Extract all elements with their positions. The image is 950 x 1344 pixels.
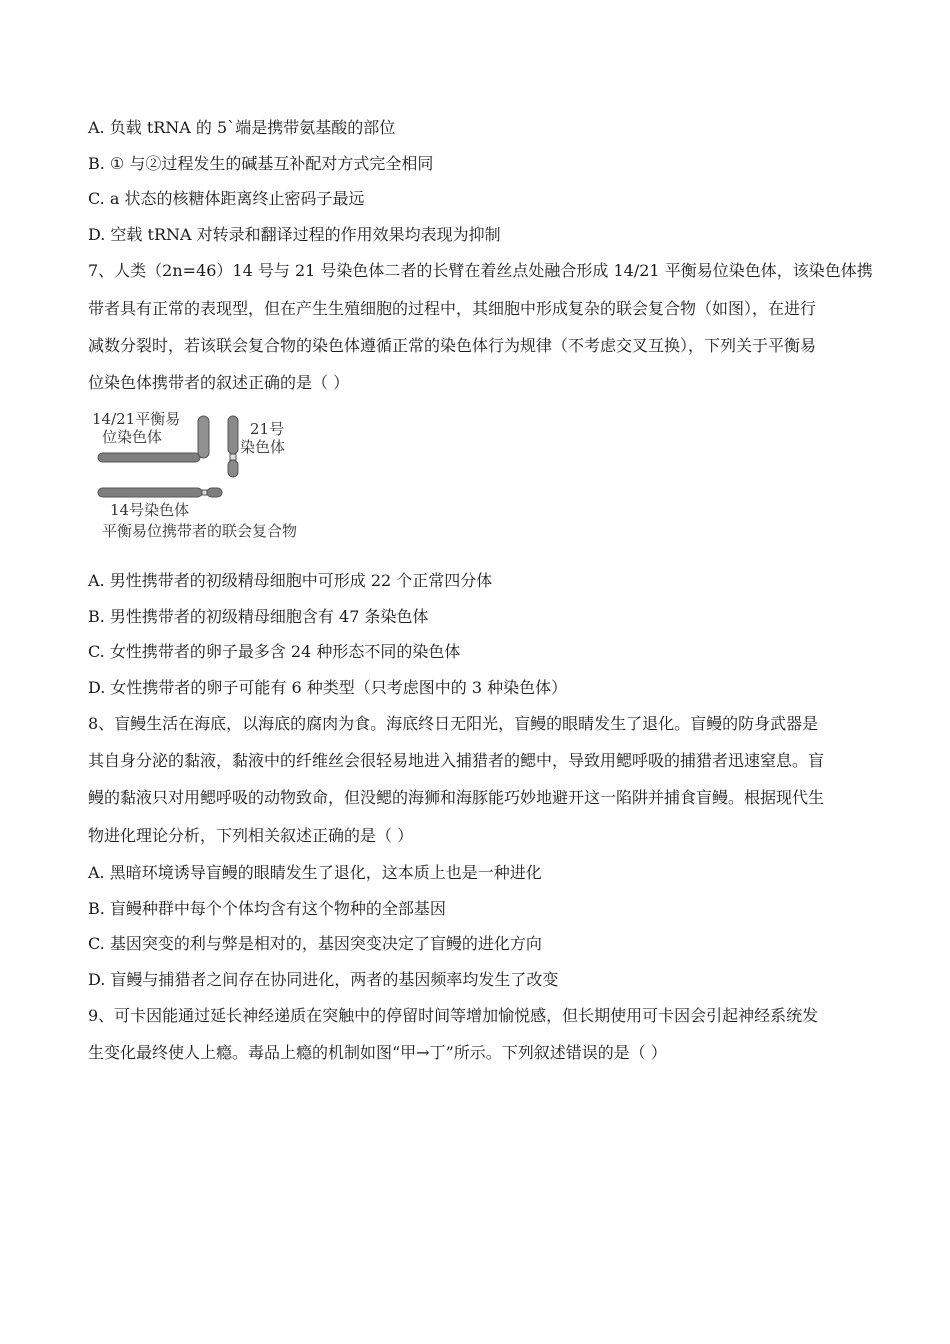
q7-stem-line-3: 减数分裂时，若该联会复合物的染色体遵循正常的染色体行为规律（不考虑交叉互换），下列关于平衡易 — [88, 336, 817, 355]
q8-stem-line-2: 其自身分泌的黏液，黏液中的纤维丝会很轻易地进入捕猎者的鳃中，导致用鳃呼吸的捕猎者迅速窒息。盲 — [88, 751, 825, 770]
label-chromosome-21-line-2: 染色体 — [240, 438, 286, 456]
translocation-chromosome-vertical-arm — [198, 416, 209, 458]
q8-option-c: C. 基因突变的利与弊是相对的，基因突变决定了盲鳗的进化方向 — [88, 934, 542, 953]
q7-stem-line-4: 位染色体携带者的叙述正确的是（ ） — [88, 373, 350, 392]
label-chromosome-21-line-1: 21号 — [250, 420, 285, 438]
q6-option-b: B. ① 与②过程发生的碱基互补配对方式完全相同 — [88, 154, 434, 173]
figure-caption: 平衡易位携带者的联会复合物 — [102, 522, 298, 540]
q9-stem-line-1: 9、可卡因能通过延长神经递质在突触中的停留时间等增加愉悦感，但长期使用可卡因会引起神经系统发 — [88, 1006, 819, 1025]
translocation-chromosome-horizontal-arm — [98, 453, 200, 462]
q8-option-a: A. 黑暗环境诱导盲鳗的眼睛发生了退化，这本质上也是一种进化 — [88, 863, 542, 882]
q7-option-b: B. 男性携带者的初级精母细胞含有 47 条染色体 — [88, 607, 429, 626]
label-translocation-line-1: 14/21平衡易 — [92, 410, 181, 428]
q6-option-a: A. 负载 tRNA 的 5`端是携带氨基酸的部位 — [88, 118, 396, 137]
q6-option-d: D. 空载 tRNA 对转录和翻译过程的作用效果均表现为抑制 — [88, 225, 501, 244]
q9-stem-line-2: 生变化最终使人上瘾。毒品上瘾的机制如图“甲→丁”所示。下列叙述错误的是（ ） — [88, 1043, 667, 1062]
q8-option-d: D. 盲鳗与捕猎者之间存在协同进化，两者的基因频率均发生了改变 — [88, 970, 559, 989]
q7-stem-line-2: 带者具有正常的表现型，但在产生生殖细胞的过程中，其细胞中形成复杂的联会复合物（如图），在进行 — [88, 299, 817, 318]
q7-stem-line-1: 7、人类（2n=46）14 号与 21 号染色体二者的长臂在着丝点处融合形成 14/21 平衡易位染色体，该染色体携 — [88, 261, 873, 280]
chromosome-21-long-arm — [228, 416, 238, 454]
q8-stem-line-4: 物进化理论分析，下列相关叙述正确的是（ ） — [88, 826, 414, 845]
synapsis-complex-figure — [88, 408, 348, 548]
q8-option-b: B. 盲鳗种群中每个个体均含有这个物种的全部基因 — [88, 899, 446, 918]
q8-stem-line-1: 8、盲鳗生活在海底，以海底的腐肉为食。海底终日无阳光，盲鳗的眼睛发生了退化。盲鳗的防身武器是 — [88, 714, 819, 733]
q7-option-d: D. 女性携带者的卵子可能有 6 种类型（只考虑图中的 3 种染色体） — [88, 678, 568, 697]
label-chromosome-14: 14号染色体 — [110, 501, 190, 519]
chromosome-21-short-arm — [228, 460, 238, 477]
q6-option-c: C. a 状态的核糖体距离终止密码子最远 — [88, 189, 365, 208]
chromosome-14-short-arm — [207, 488, 222, 497]
chromosome-21-centromere — [230, 454, 236, 460]
label-translocation-line-2: 位染色体 — [102, 428, 163, 446]
chromosome-14-centromere — [202, 490, 207, 495]
q7-option-a: A. 男性携带者的初级精母细胞中可形成 22 个正常四分体 — [88, 571, 493, 590]
q8-stem-line-3: 鳗的黏液只对用鳃呼吸的动物致命，但没鳃的海狮和海豚能巧妙地避开这一陷阱并捕食盲鳗。根据现代生 — [88, 788, 825, 807]
q7-option-c: C. 女性携带者的卵子最多含 24 种形态不同的染色体 — [88, 642, 461, 661]
chromosome-14-long-arm — [98, 488, 202, 497]
